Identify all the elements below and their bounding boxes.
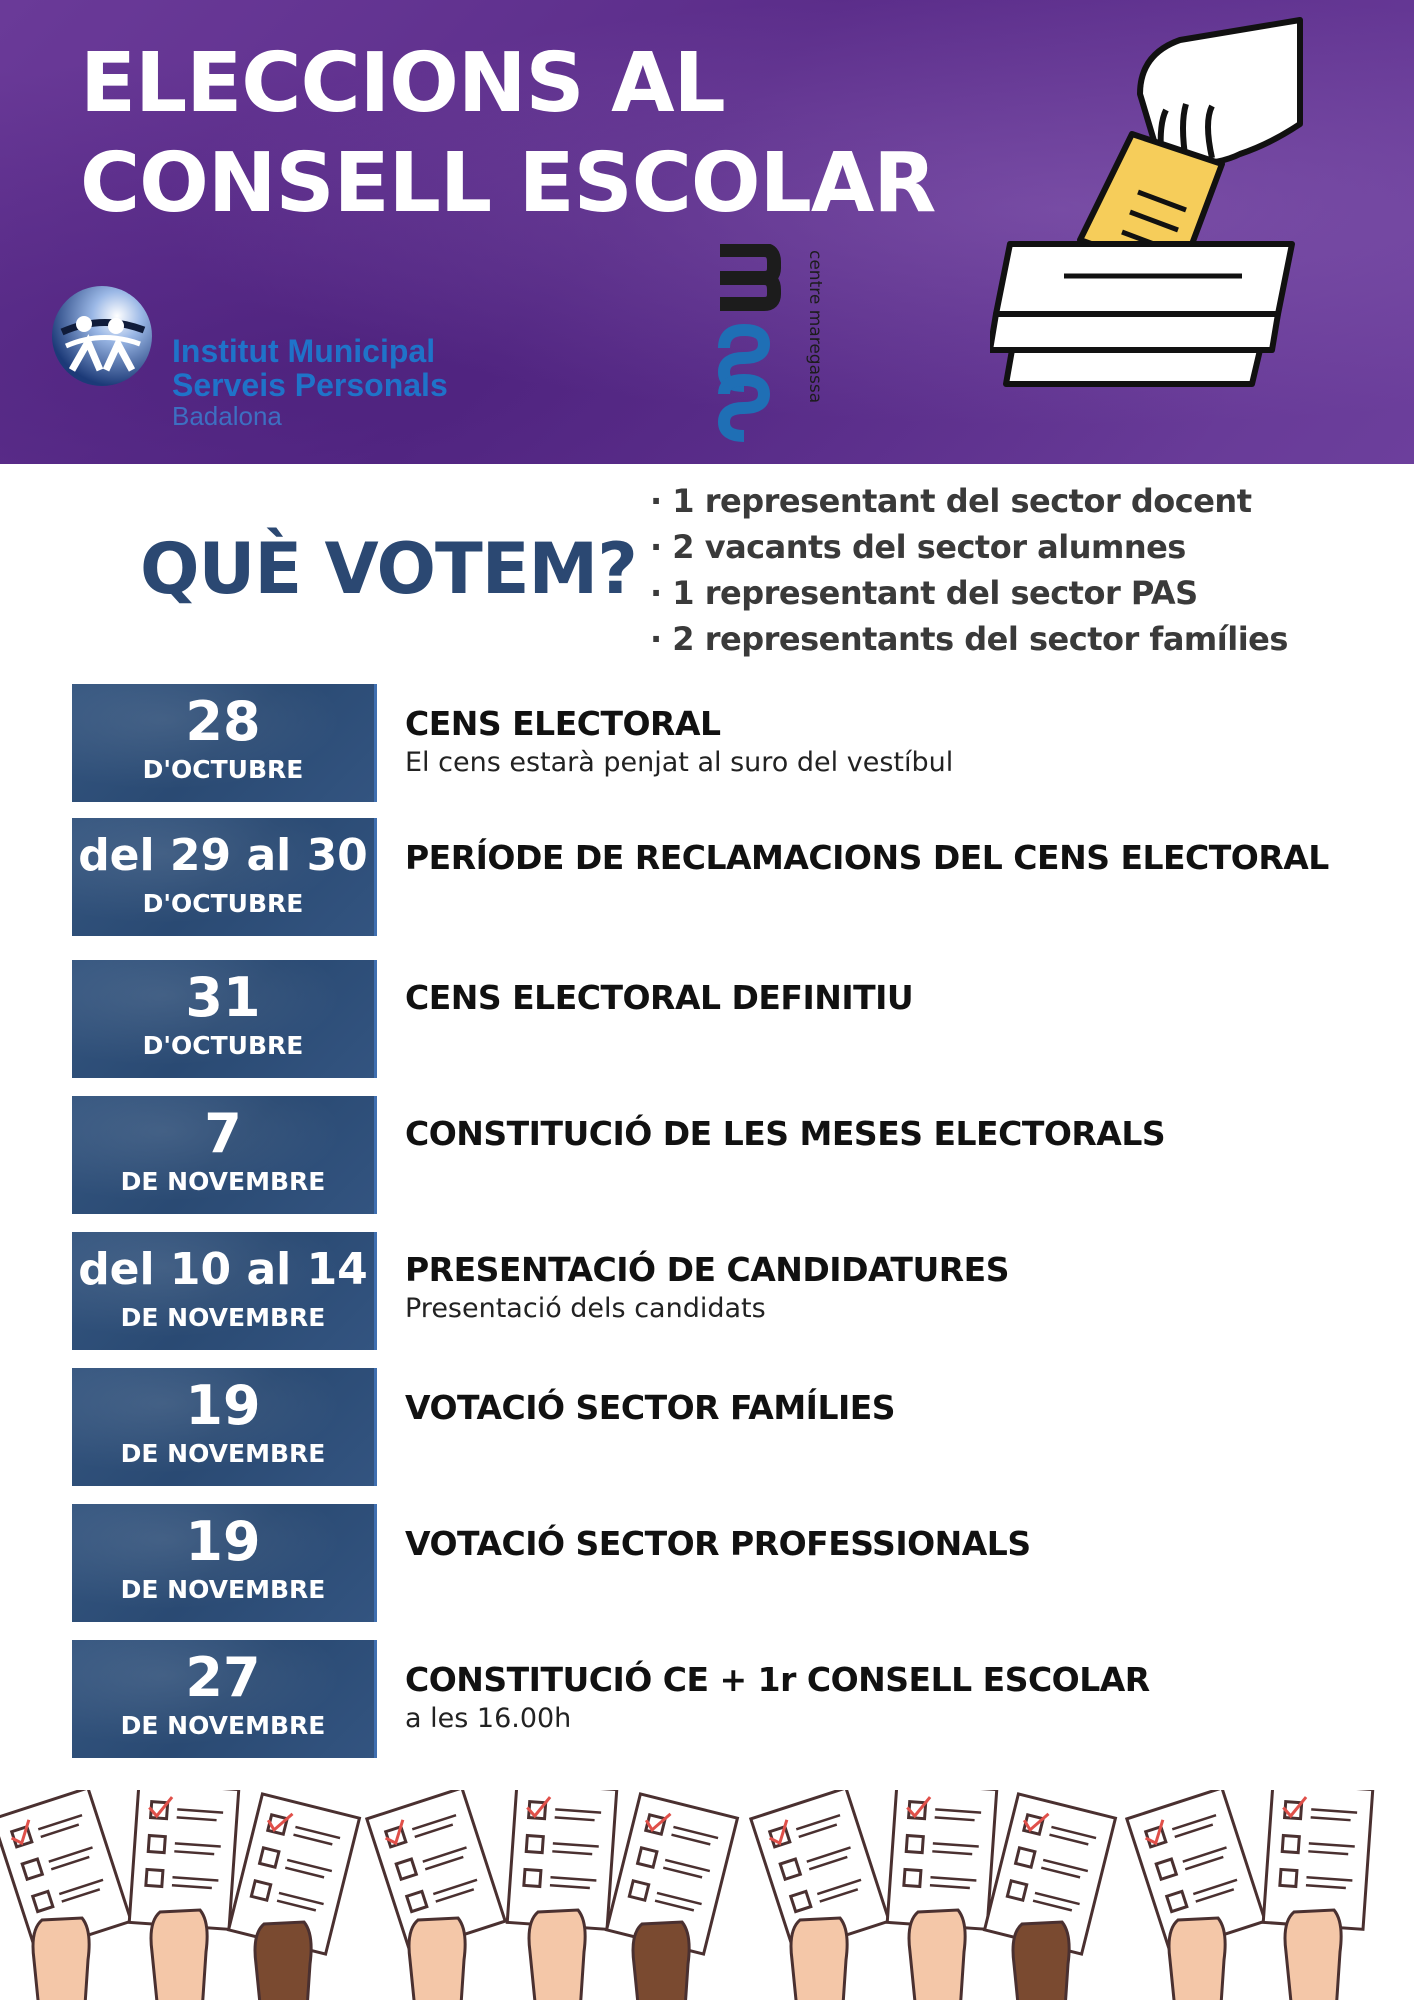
event-subtitle: a les 16.00h bbox=[405, 1703, 572, 1734]
imsp-line-2: Serveis Personals bbox=[172, 367, 448, 403]
date-month: D'OCTUBRE bbox=[142, 889, 304, 918]
timeline-row bbox=[72, 1232, 1372, 1350]
event-title: PRESENTACIÓ DE CANDIDATURES bbox=[405, 1250, 1009, 1289]
timeline-row bbox=[72, 1640, 1372, 1758]
date-month: DE NOVEMBRE bbox=[120, 1167, 326, 1196]
hands-with-ballots-illustration bbox=[0, 1790, 1414, 2000]
centre-maregassa-logo-text: centre maregassa bbox=[805, 250, 825, 404]
date-day: 27 bbox=[185, 1646, 261, 1709]
date-box bbox=[72, 1368, 377, 1486]
event-title: CENS ELECTORAL bbox=[405, 704, 721, 743]
date-box bbox=[72, 818, 377, 936]
date-month: D'OCTUBRE bbox=[142, 755, 304, 784]
imsp-logo-icon bbox=[50, 284, 154, 388]
que-votem-item: · 1 representant del sector PAS bbox=[650, 574, 1198, 612]
event bbox=[405, 976, 913, 1020]
event-subtitle: Presentació dels candidats bbox=[405, 1293, 766, 1324]
date-day: del 10 al 14 bbox=[78, 1244, 368, 1295]
event-subtitle: El cens estarà penjat al suro del vestíbul bbox=[405, 747, 954, 778]
header-banner bbox=[0, 0, 1414, 464]
timeline-row bbox=[72, 818, 1372, 936]
event bbox=[405, 1522, 1031, 1566]
event-title: CONSTITUCIÓ DE LES MESES ELECTORALS bbox=[405, 1114, 1166, 1153]
event-title: VOTACIÓ SECTOR PROFESSIONALS bbox=[405, 1524, 1031, 1563]
date-month: DE NOVEMBRE bbox=[120, 1439, 326, 1468]
date-day: 19 bbox=[185, 1510, 261, 1573]
date-month: DE NOVEMBRE bbox=[120, 1575, 326, 1604]
timeline-row bbox=[72, 1504, 1372, 1622]
date-box bbox=[72, 1504, 377, 1622]
que-votem-title: QUÈ VOTEM? bbox=[140, 528, 637, 610]
date-month: DE NOVEMBRE bbox=[120, 1303, 326, 1332]
que-votem-item: · 2 vacants del sector alumnes bbox=[650, 528, 1186, 566]
event bbox=[405, 1112, 1165, 1156]
imsp-name bbox=[172, 334, 448, 430]
centre-maregassa-logo bbox=[710, 244, 830, 444]
date-box bbox=[72, 960, 377, 1078]
date-box bbox=[72, 684, 377, 802]
title-line-1: ELECCIONS AL bbox=[80, 36, 725, 131]
timeline-row bbox=[72, 960, 1372, 1078]
date-box bbox=[72, 1096, 377, 1214]
timeline-row bbox=[72, 1096, 1372, 1214]
date-month: DE NOVEMBRE bbox=[120, 1711, 326, 1740]
date-box bbox=[72, 1232, 377, 1350]
timeline-row bbox=[72, 684, 1372, 802]
date-day: 31 bbox=[185, 966, 261, 1029]
date-month: D'OCTUBRE bbox=[142, 1031, 304, 1060]
date-day: 7 bbox=[204, 1102, 242, 1165]
event-title: VOTACIÓ SECTOR FAMÍLIES bbox=[405, 1388, 896, 1427]
timeline-row bbox=[72, 1368, 1372, 1486]
event bbox=[405, 1248, 1009, 1326]
ballot-box-icon bbox=[990, 14, 1310, 394]
imsp-line-3: Badalona bbox=[172, 401, 282, 431]
title-line-2: CONSELL ESCOLAR bbox=[80, 136, 936, 231]
event-title: CENS ELECTORAL DEFINITIU bbox=[405, 978, 914, 1017]
event bbox=[405, 1658, 1150, 1736]
event-title: PERÍODE DE RECLAMACIONS DEL CENS ELECTORAL bbox=[405, 838, 1329, 877]
event-title: CONSTITUCIÓ CE + 1r CONSELL ESCOLAR bbox=[405, 1660, 1150, 1699]
date-box bbox=[72, 1640, 377, 1758]
event bbox=[405, 1386, 895, 1430]
imsp-line-1: Institut Municipal bbox=[172, 333, 436, 369]
page-title bbox=[80, 34, 935, 234]
que-votem-item: · 1 representant del sector docent bbox=[650, 482, 1252, 520]
que-votem-item: · 2 representants del sector famílies bbox=[650, 620, 1288, 658]
event bbox=[405, 702, 953, 780]
date-day: 19 bbox=[185, 1374, 261, 1437]
date-day: 28 bbox=[185, 690, 261, 753]
que-votem-list bbox=[650, 478, 1288, 662]
event bbox=[405, 836, 1329, 880]
date-day: del 29 al 30 bbox=[78, 830, 368, 881]
